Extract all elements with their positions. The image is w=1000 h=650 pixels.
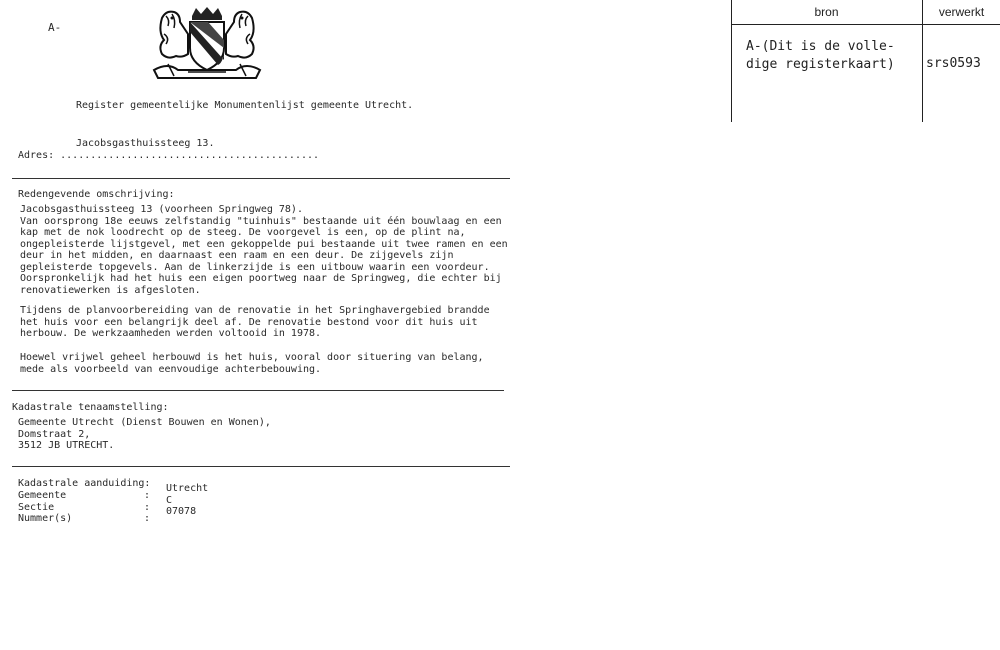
value-gemeente: Utrecht bbox=[166, 483, 209, 494]
description-heading: Redengevende omschrijving: bbox=[18, 189, 175, 200]
value-nummers: 07078 bbox=[166, 506, 197, 517]
kadaster-owner bbox=[18, 417, 271, 452]
description-line: mede als voorbeeld van eenvoudige achterbebouwing. bbox=[20, 363, 322, 375]
description-line: herbouw. De werkzaamheden werden voltooid in 1978. bbox=[20, 328, 322, 339]
kadaster-line: Gemeente Utrecht (Dienst Bouwen en Wonen), bbox=[18, 417, 271, 428]
kadaster-line: Domstraat 2, bbox=[18, 428, 91, 440]
bron-value-line1: A-(Dit is de volle- bbox=[746, 39, 895, 54]
value-sectie: C bbox=[166, 494, 173, 506]
aanduiding-values bbox=[166, 483, 208, 518]
register-title: Register gemeentelijke Monumentenlijst gemeente Utrecht. bbox=[76, 100, 414, 111]
description-paragraph-3 bbox=[20, 352, 484, 375]
aanduiding-labels bbox=[18, 490, 72, 525]
label-gemeente: Gemeente bbox=[18, 490, 67, 501]
description-line: Van oorsprong 18e eeuws zelfstandig "tuinhuis" bestaande uit één bouwlaag en een bbox=[20, 215, 502, 227]
aanduiding-colons bbox=[144, 490, 150, 525]
description-line: het huis voor een belangrijk deel af. De renovatie bestond voor dit huis uit bbox=[20, 316, 478, 328]
description-paragraph-1 bbox=[20, 204, 508, 296]
description-line: deur in het midden, en daarnaast een raam en een deur. De zijgevels zijn bbox=[20, 250, 454, 261]
kadaster-heading: Kadastrale tenaamstelling: bbox=[12, 402, 169, 413]
address-label: Adres: ........................................... bbox=[18, 150, 320, 161]
aanduiding-heading: Kadastrale aanduiding: bbox=[18, 478, 151, 489]
description-line: renovatiewerken is afgesloten. bbox=[20, 284, 201, 296]
description-line: kap met de nok loodrecht op de steeg. De voorgevel is een, op de plint na, bbox=[20, 227, 466, 238]
description-paragraph-2 bbox=[20, 305, 490, 340]
colon: : bbox=[144, 490, 151, 501]
label-nummers: Nummer(s) bbox=[18, 513, 73, 524]
description-line: Jacobsgasthuissteeg 13 (voorheen Springweg 78). bbox=[20, 204, 303, 215]
description-line: Tijdens de planvoorbereiding van de renovatie in het Springhavergebied brandde bbox=[20, 305, 490, 316]
divider bbox=[12, 466, 510, 467]
bron-value-line2: dige registerkaart) bbox=[746, 57, 895, 72]
kadaster-line: 3512 JB UTRECHT. bbox=[18, 440, 115, 451]
colon: : bbox=[144, 513, 151, 524]
divider bbox=[12, 178, 510, 179]
document-code: A- bbox=[48, 21, 62, 34]
verwerkt-value: srs0593 bbox=[926, 56, 981, 71]
coat-of-arms-icon bbox=[148, 4, 266, 82]
label-sectie: Sectie bbox=[18, 501, 55, 513]
colon: : bbox=[144, 501, 151, 513]
description-line: Hoewel vrijwel geheel herbouwd is het huis, vooral door situering van belang, bbox=[20, 352, 484, 363]
address-value: Jacobsgasthuissteeg 13. bbox=[76, 138, 215, 149]
table-header-line bbox=[731, 24, 1000, 25]
divider bbox=[12, 390, 504, 391]
column-header-verwerkt: verwerkt bbox=[938, 5, 985, 19]
column-header-bron: bron bbox=[814, 5, 839, 19]
description-line: gepleisterde topgevels. Aan de linkerzijde is een uitbouw waarin een voordeur. bbox=[20, 261, 490, 273]
description-line: Oorspronkelijk had het huis een eigen poortweg naar de Springweg, die echter bij bbox=[20, 273, 502, 284]
description-line: ongepleisterde lijstgevel, met een gekoppelde pui bestaande uit twee ramen en een bbox=[20, 238, 508, 250]
